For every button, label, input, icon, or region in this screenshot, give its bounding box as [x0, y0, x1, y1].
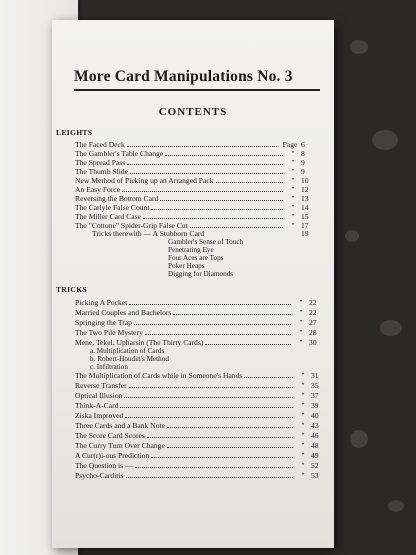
booklet-page [52, 20, 334, 548]
toc-entry: The Spread Pass " 9 [75, 158, 305, 167]
toc-entry: The Carlyle False Count " 14 [75, 203, 309, 212]
toc-entry: The Gambler's Table Change " 8 [75, 149, 305, 158]
sub-item: c. Infiltration [90, 363, 128, 371]
toc-entry: The Question is — " 52 [75, 461, 319, 470]
sub-item: Poker Heaps [168, 262, 205, 270]
header-rule [74, 89, 320, 91]
toc-entry: A Cur(r)i-ous Prediction " 49 [75, 451, 319, 460]
sub-item: Four Aces are Tops [168, 254, 224, 262]
toc-entry: Think-A-Card " 39 [75, 401, 319, 410]
toc-entry: Three Cards and a Bank Note " 43 [75, 421, 319, 430]
section-sleights: LEIGHTS [56, 128, 93, 137]
toc-entry: Psycho-Carditis " 53 [75, 471, 319, 480]
toc-entry: Reversing the Bottom Card " 13 [75, 194, 309, 203]
granite-speck [350, 40, 368, 54]
book-header: More Card Manipulations No. 3 [74, 68, 293, 85]
toc-entry: Ziska Improved " 40 [75, 411, 319, 420]
sub-item: Digging for Diamonds [168, 270, 234, 278]
toc-entry: An Easy Force " 12 [75, 185, 309, 194]
toc-entry: The Score Card Scores " 46 [75, 431, 319, 440]
sub-item: Penetrating Eye [168, 246, 214, 254]
toc-entry: Mene, Tekel, Upharsin (The Thirty Cards) " 30 [75, 338, 317, 347]
sub-item: Gambler's Sense of Touch [168, 238, 244, 246]
sub-item: a. Multiplication of Cards [90, 347, 165, 355]
toc-entry: Reverse Transfer " 35 [75, 381, 319, 390]
toc-entry: The Two Pile Mystery " 28 [75, 328, 317, 337]
toc-entry: New Method of Picking up an Arranged Pack " 10 [75, 176, 309, 185]
toc-entry: The Faced Deck Page 6 [75, 140, 305, 149]
toc-entry: Springing the Trap " 27 [75, 318, 317, 327]
granite-speck [345, 230, 359, 242]
toc-entry: The Curry Turn Over Change " 48 [75, 441, 319, 450]
toc-entry: Picking A Pocket " 22 [75, 298, 317, 307]
toc-entry: Married Couples and Bachelors " 22 [75, 308, 317, 317]
granite-speck [388, 500, 404, 512]
sub-item: b. Robert-Houdin's Method [90, 355, 169, 363]
toc-entry: The "Cottone" Spider-Grip False Cut " 17 [75, 221, 309, 230]
toc-entry: The Thumb Slide " 9 [75, 167, 305, 176]
toc-entry: Optical Illusion " 37 [75, 391, 319, 400]
toc-entry: The Miller Card Case " 15 [75, 212, 309, 221]
granite-speck [380, 320, 402, 336]
granite-speck [350, 430, 368, 448]
toc-entry-tricks-therewith: Tricks therewith — A Stubborn Card 19 [92, 229, 309, 238]
section-tricks: TRICKS [56, 285, 87, 294]
toc-entry: The Multiplication of Cards while in Someone's Hands " 31 [75, 371, 319, 380]
granite-speck [372, 130, 398, 150]
contents-title: CONTENTS [158, 106, 228, 118]
